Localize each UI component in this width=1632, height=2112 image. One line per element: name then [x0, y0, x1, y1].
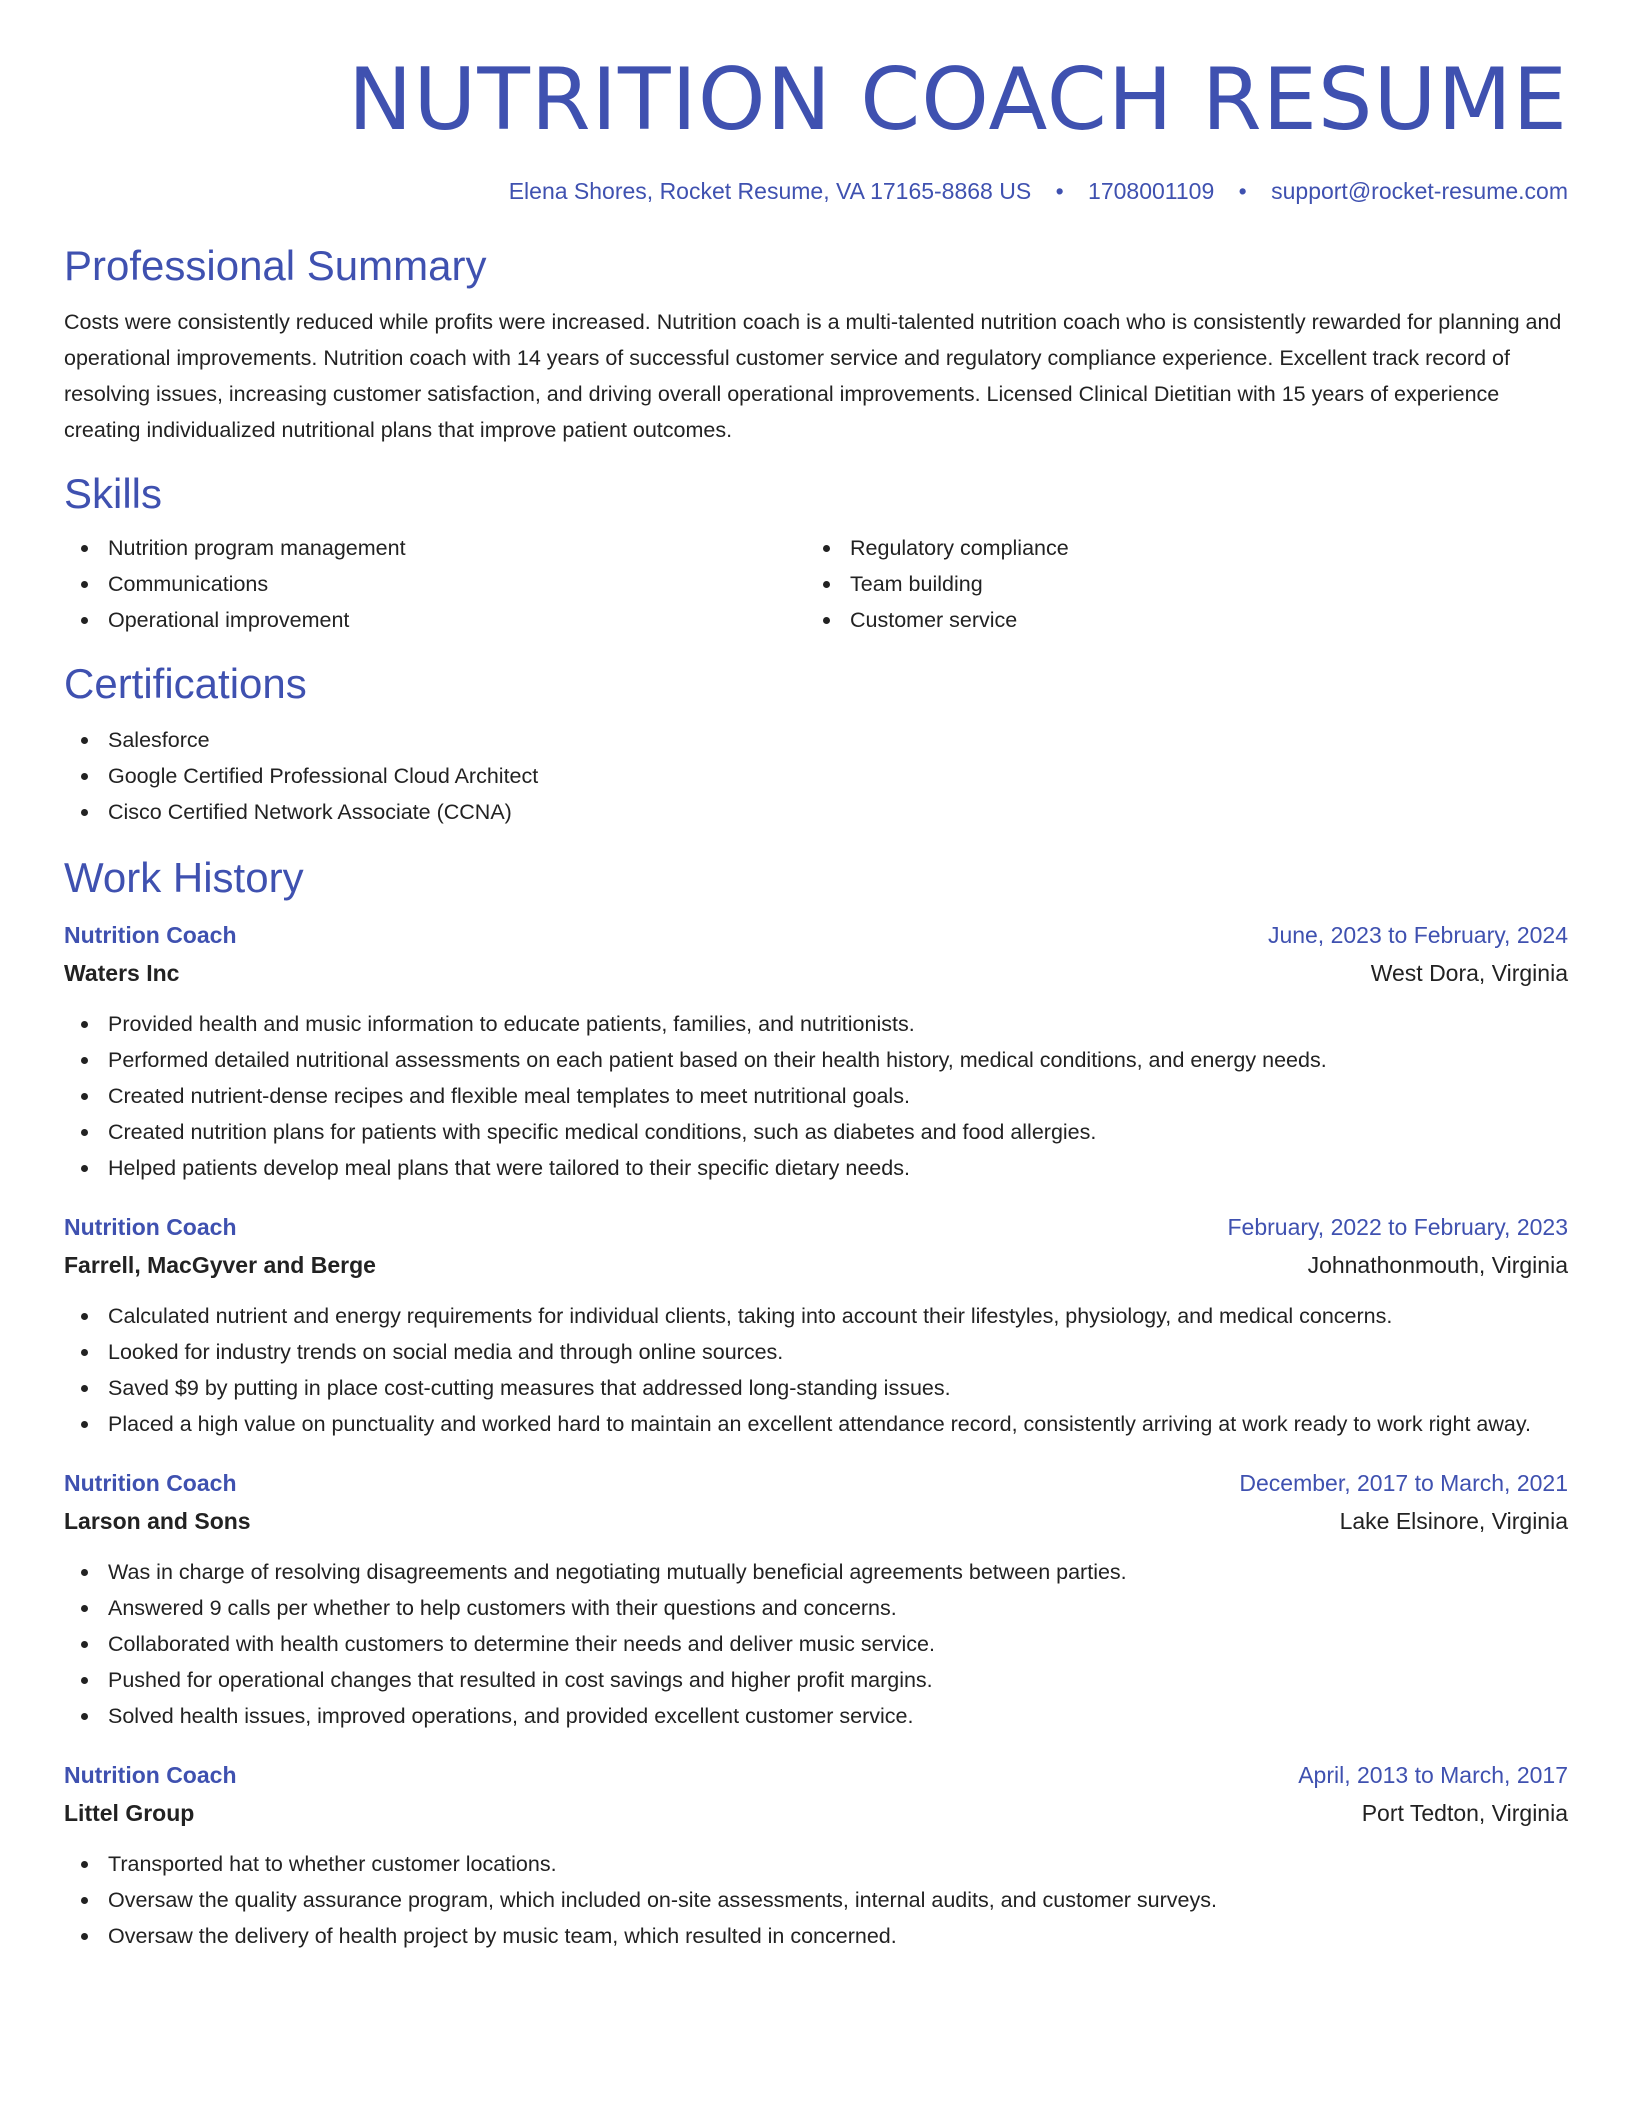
job-subheader — [64, 1246, 1568, 1284]
job-title: Nutrition Coach — [64, 1470, 237, 1496]
job-bullet: Collaborated with health customers to determine their needs and deliver music service. — [64, 1626, 1568, 1662]
skills-grid — [64, 530, 1568, 638]
skill-item: Customer service — [806, 602, 1548, 638]
job-entry — [64, 1208, 1568, 1442]
job-company: Waters Inc — [64, 960, 180, 986]
skills-heading: Skills — [64, 470, 163, 517]
contact-separator: • — [1238, 178, 1247, 204]
job-bullet: Transported hat to whether customer locations. — [64, 1846, 1568, 1882]
job-bullet: Oversaw the quality assurance program, which included on-site assessments, internal audits, and customer surveys. — [64, 1882, 1568, 1918]
job-entry — [64, 1756, 1568, 1954]
job-bullet: Calculated nutrient and energy requirements for individual clients, taking into account their lifestyles, physiology, and medical concerns. — [64, 1298, 1568, 1334]
job-header — [64, 916, 1568, 954]
job-header — [64, 1208, 1568, 1246]
job-bullet: Solved health issues, improved operations, and provided excellent customer service. — [64, 1698, 1568, 1734]
job-bullet: Pushed for operational changes that resulted in cost savings and higher profit margins. — [64, 1662, 1568, 1698]
job-bullet: Performed detailed nutritional assessments on each patient based on their health history, medical conditions, and energy needs. — [64, 1042, 1568, 1078]
skill-item: Nutrition program management — [64, 530, 806, 566]
job-bullet: Helped patients develop meal plans that were tailored to their specific dietary needs. — [64, 1150, 1568, 1186]
job-bullet: Was in charge of resolving disagreements and negotiating mutually beneficial agreements between parties. — [64, 1554, 1568, 1590]
skill-item: Regulatory compliance — [806, 530, 1548, 566]
job-subheader — [64, 1502, 1568, 1540]
job-title: Nutrition Coach — [64, 922, 237, 948]
certifications-heading: Certifications — [64, 660, 307, 707]
resume-title: NUTRITION COACH RESUME — [348, 50, 1568, 150]
contact-separator: • — [1055, 178, 1064, 204]
job-dates: December, 2017 to March, 2021 — [1239, 1470, 1568, 1496]
job-dates: April, 2013 to March, 2017 — [1298, 1762, 1568, 1788]
job-header — [64, 1464, 1568, 1502]
job-title: Nutrition Coach — [64, 1762, 237, 1788]
job-location: Port Tedton, Virginia — [1361, 1800, 1568, 1826]
job-company: Farrell, MacGyver and Berge — [64, 1252, 376, 1278]
certification-item: Google Certified Professional Cloud Architect — [64, 758, 1568, 794]
skills-section — [64, 468, 1568, 638]
job-dates: February, 2022 to February, 2023 — [1227, 1214, 1568, 1240]
job-bullets — [64, 1846, 1568, 1954]
job-dates: June, 2023 to February, 2024 — [1267, 922, 1568, 948]
summary-heading: Professional Summary — [64, 242, 487, 289]
job-bullet: Provided health and music information to educate patients, families, and nutritionists. — [64, 1006, 1568, 1042]
contact-address: Elena Shores, Rocket Resume, VA 17165-8868 US — [508, 178, 1032, 204]
skills-list-left — [64, 530, 806, 638]
certifications-section — [64, 658, 1568, 830]
job-bullets — [64, 1554, 1568, 1734]
certification-item: Salesforce — [64, 722, 1568, 758]
job-bullet: Created nutrient-dense recipes and flexible meal templates to meet nutritional goals. — [64, 1078, 1568, 1114]
job-bullet: Saved $9 by putting in place cost-cutting measures that addressed long-standing issues. — [64, 1370, 1568, 1406]
job-bullet: Created nutrition plans for patients with specific medical conditions, such as diabetes and food allergies. — [64, 1114, 1568, 1150]
job-bullets — [64, 1006, 1568, 1186]
skill-item: Operational improvement — [64, 602, 806, 638]
work-history-section — [64, 852, 1568, 1954]
job-entry — [64, 1464, 1568, 1734]
job-bullet: Answered 9 calls per whether to help customers with their questions and concerns. — [64, 1590, 1568, 1626]
job-subheader — [64, 954, 1568, 992]
skill-item: Team building — [806, 566, 1548, 602]
job-bullet: Placed a high value on punctuality and worked hard to maintain an excellent attendance record, consistently arriving at work ready to work right away. — [64, 1406, 1568, 1442]
certification-item: Cisco Certified Network Associate (CCNA) — [64, 794, 1568, 830]
skills-list-right — [806, 530, 1548, 638]
certifications-list — [64, 722, 1568, 830]
job-location: Johnathonmouth, Virginia — [1307, 1252, 1568, 1278]
summary-text: Costs were consistently reduced while profits were increased. Nutrition coach is a multi-talented nutrition coach who is consistently rewarded for planning and operational improvements. Nutrition coach with 14 years of successful customer service and regulatory compliance experience. Excellent track record of resolving issues, increasing customer satisfaction, and driving overall operational improvements. Licensed Clinical Dietitian with 15 years of experience creating individualized nutritional plans that improve patient outcomes. — [64, 310, 1562, 442]
job-title: Nutrition Coach — [64, 1214, 237, 1240]
job-company: Littel Group — [64, 1800, 195, 1826]
job-entry — [64, 916, 1568, 1186]
summary-section — [64, 240, 1568, 448]
job-location: Lake Elsinore, Virginia — [1339, 1508, 1568, 1534]
job-bullet: Looked for industry trends on social media and through online sources. — [64, 1334, 1568, 1370]
job-header — [64, 1756, 1568, 1794]
contact-email: support@rocket-resume.com — [1271, 178, 1568, 204]
job-bullet: Oversaw the delivery of health project by music team, which resulted in concerned. — [64, 1918, 1568, 1954]
job-company: Larson and Sons — [64, 1508, 251, 1534]
skill-item: Communications — [64, 566, 806, 602]
job-subheader — [64, 1794, 1568, 1832]
job-location: West Dora, Virginia — [1370, 960, 1568, 986]
job-bullets — [64, 1298, 1568, 1442]
work-history-heading: Work History — [64, 854, 304, 901]
contact-phone: 1708001109 — [1088, 178, 1215, 204]
contact-line — [64, 176, 1568, 206]
